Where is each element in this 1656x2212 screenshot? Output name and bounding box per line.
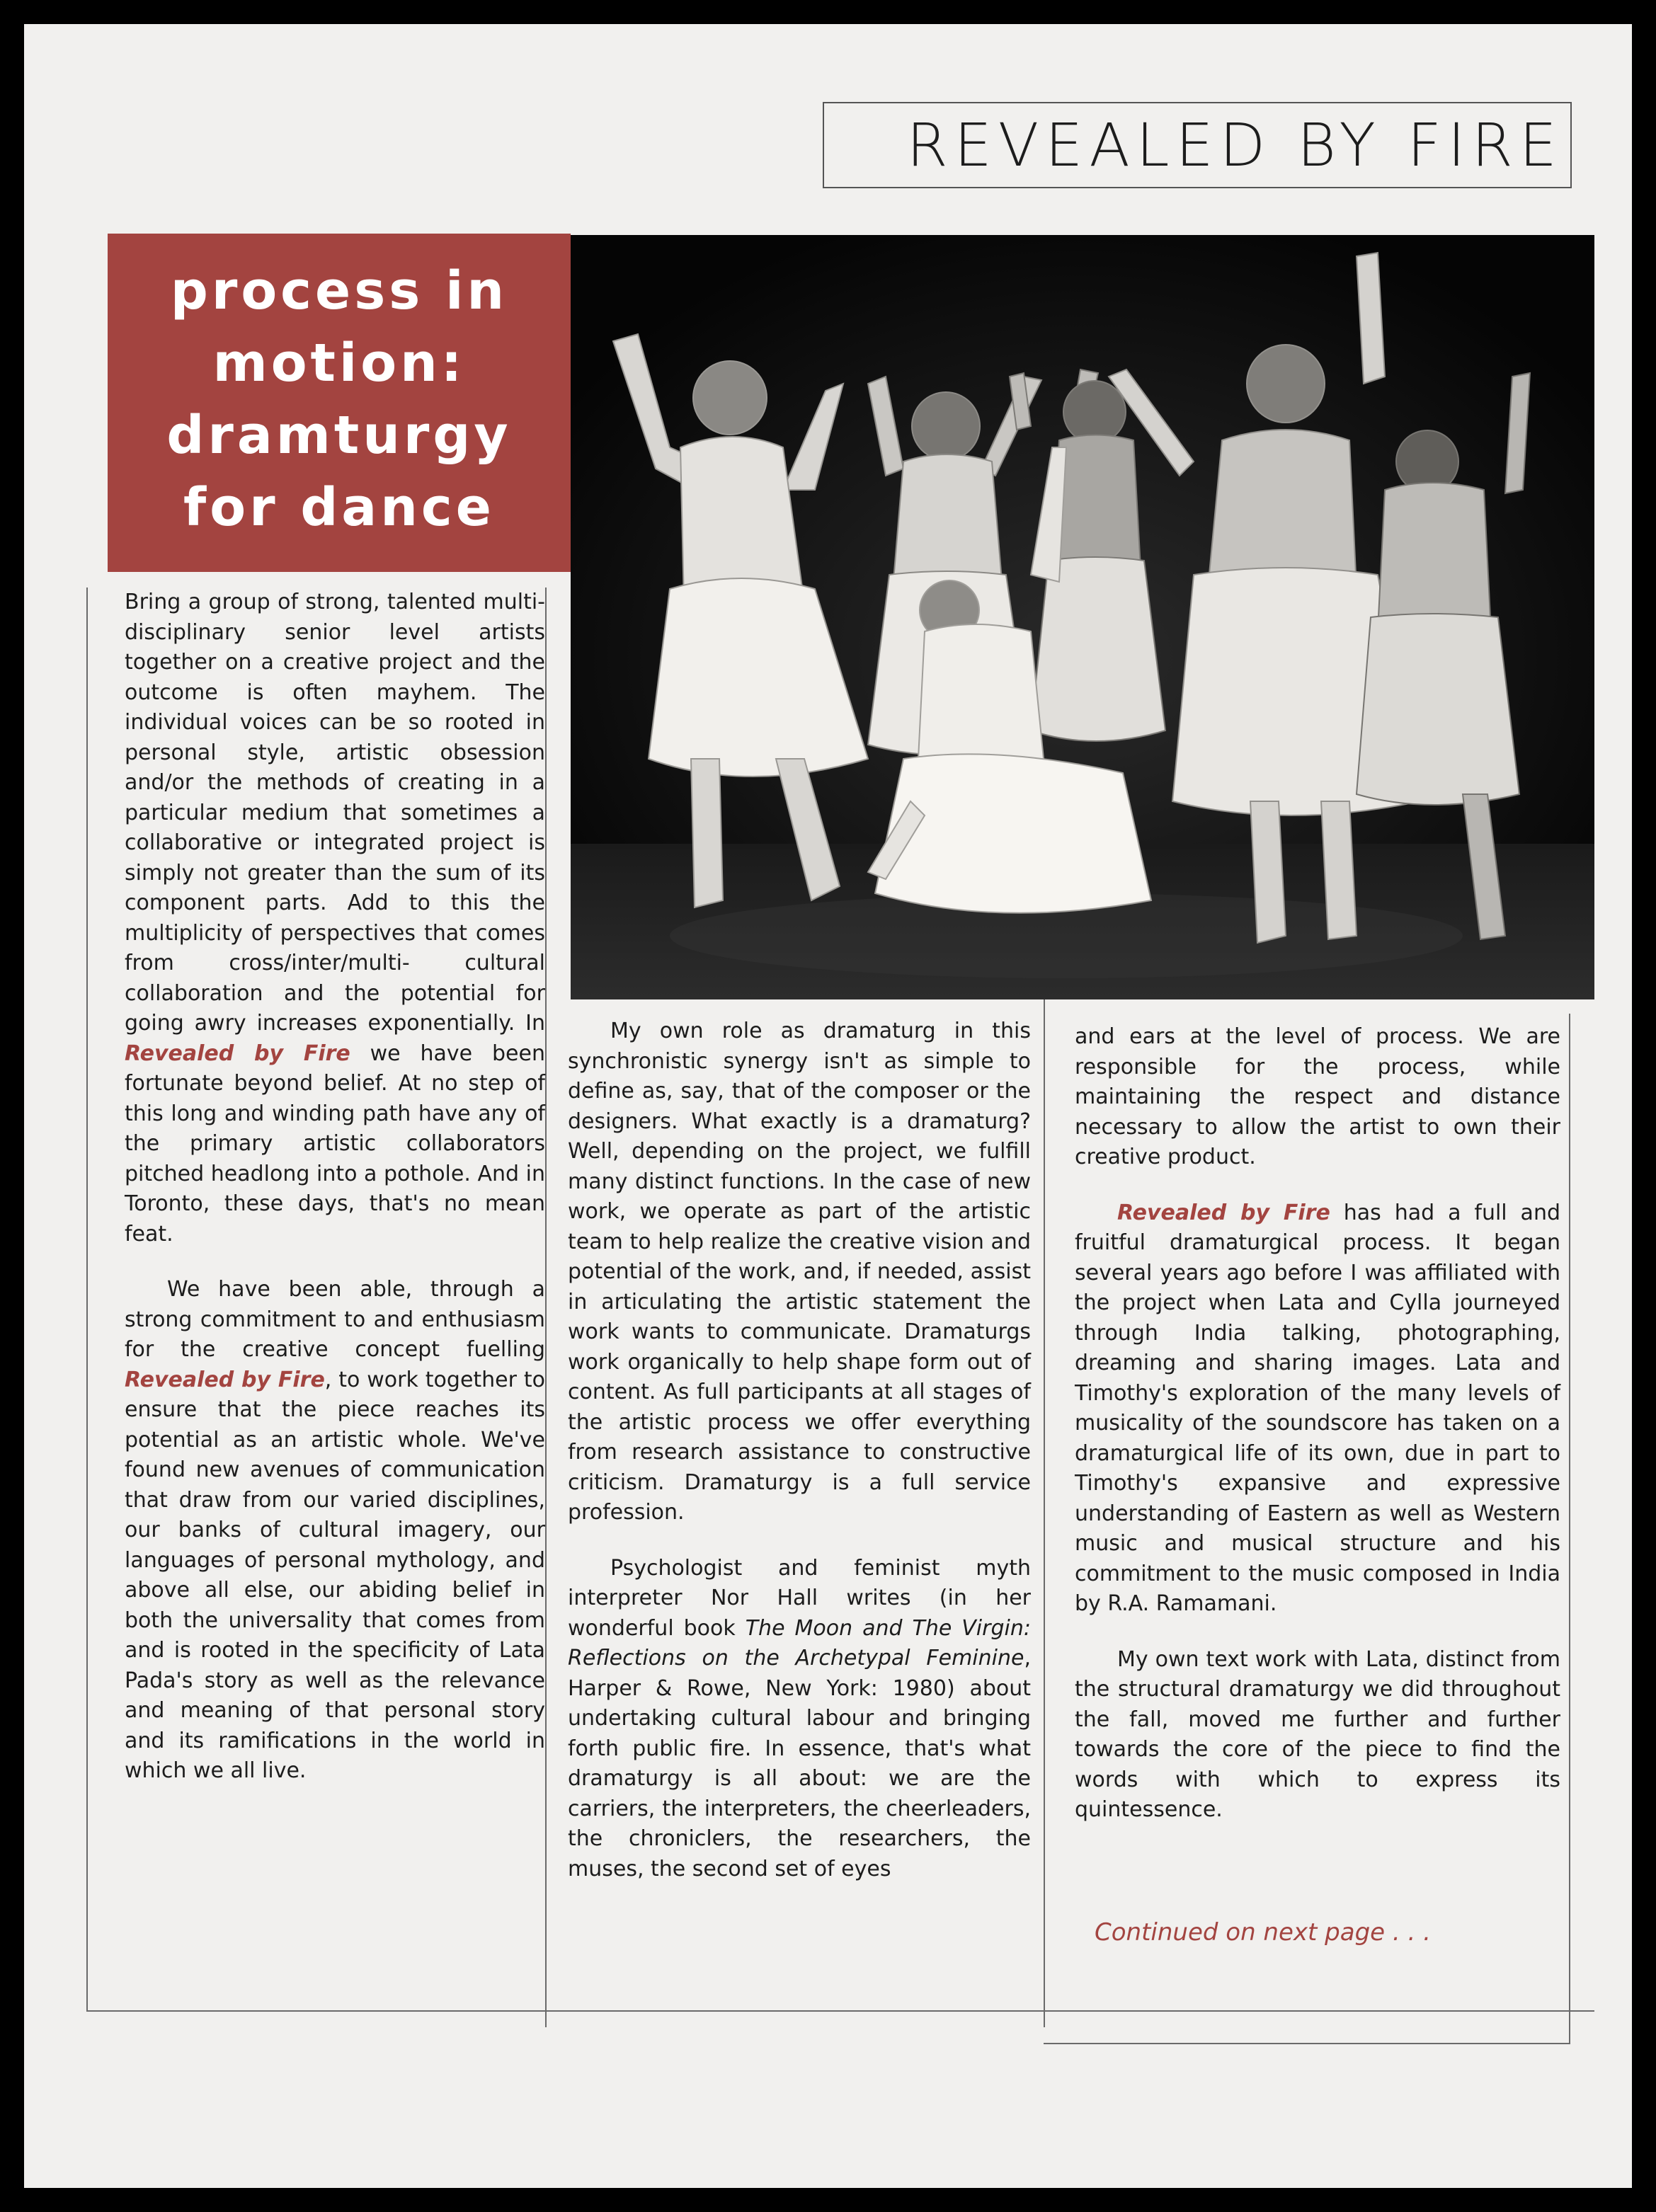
continued-link[interactable]: Continued on next page . . . [1095,1918,1431,1947]
book-title: The Moon and The Virgin: Reflections on the Archetypal Feminine [568,1615,1031,1671]
show-title: Revealed by Fire [1117,1200,1330,1225]
paragraph: My own role as dramaturg in this synchronistic synergy isn't as simple to define as, say, that of the composer or the designers. What exactly is a dramaturg? Well, depending on the project, we fulfill many distinct functions. In the case of new work, we operate as part of the artistic team to help realize the creative vision and potential of the work, and, if needed, assist in articulating the artistic statement the work wants to communicate. Dramaturgs work organically to help shape form out of content. As full participants at all stages of the artistic process we offer everything from research assistance to constructive criticism. Dramaturgy is a full service profession. [568,1019,1031,1525]
headline-line-1: process in [170,260,508,321]
paragraph-text: Bring a group of strong, talented multi-disciplinary senior level artists together on a creative project and the outcome is often mayhem. The individual voices can be so rooted in personal style, artistic obsession and/or the methods of creating in a particular medium that sometimes a collaborative or integrated project is simply not greater than the sum of its component parts. Add to this the multiplicity of perspectives that comes from cross/inter/multi- cultural collaboration and the potential for going awry increases exponentially. In [125,590,545,1036]
running-title: REVEALED BY FIRE [823,102,1572,188]
paragraph: and ears at the level of process. We are responsible for the process, while maintaining the respect and distance necessary to allow the artist to own their creative product. [1075,1024,1560,1169]
paragraph-text: Psychologist and feminist myth interpreter Nor Hall writes (in her wonderful book [568,1555,1031,1641]
paragraph-text: We have been able, through a strong commitment to and enthusiasm for the creative concept fuelling [125,1277,545,1362]
frame-bottom [86,2010,1594,2012]
article-column-2 [568,1016,1031,1884]
headline-box [108,234,571,572]
show-title: Revealed by Fire [125,1367,325,1392]
frame-divider-1 [545,588,547,2027]
frame-divider-2 [1044,999,1045,2027]
headline-line-3: dramturgy [166,405,512,466]
magazine-page [24,24,1632,2188]
headline [108,255,571,544]
paragraph [1075,1198,1560,1620]
frame-left-column-left [86,588,88,2012]
show-title: Revealed by Fire [125,1041,350,1066]
frame-right [1569,1014,1570,2044]
frame-bottom-right [1044,2043,1570,2044]
paragraph [568,1554,1031,1885]
headline-line-4: for dance [183,477,495,538]
paragraph-text: has had a full and fruitful dramaturgical process. It began several years ago before I was affiliated with the project when Lata and Cylla journeyed through India talking, photographing, dreaming and sharing images. Lata and Timothy's exploration of the many levels of musicality of the soundscore has taken on a dramaturgical life of its own, due in part to Timothy's expansive and expressive understanding of Eastern as well as Western music and musical structure and his commitment to the music composed in India by R.A. Ramamani. [1075,1200,1560,1616]
paragraph-text: we have been fortunate beyond belief. At no step of this long and winding path have any of the primary artistic collaborators pitched headlong into a pothole. And in Toronto, these days, that's no mean feat. [125,1041,545,1247]
paragraph [125,1275,545,1787]
paragraph-text: , Harper & Rowe, New York: 1980) about undertaking cultural labour and bringing forth public fire. In essence, that's what dramaturgy is all about: we are the carriers, the interpreters, the cheerleaders, the chroniclers, the researchers, the muses, the second set of eyes [568,1646,1031,1881]
dancers-illustration [571,235,1594,999]
paragraph [125,588,545,1249]
article-column-1 [125,588,545,1787]
headline-line-2: motion: [212,333,466,394]
paragraph-text: , to work together to ensure that the piece reaches its potential as an artistic whole. We've found new avenues of communication that draw from our varied disciplines, our banks of cultural imagery, our languages of personal mythology, and above all else, our abiding belief in both the universality that comes from and is rooted in the specificity of Lata Pada's story as well as the relevance and meaning of that personal story and its ramifications in the world in which we all live. [125,1367,545,1783]
article-column-3 [1075,1022,1560,1826]
paragraph: My own text work with Lata, distinct from the structural dramaturgy we did throughout the fall, moved me further and further towards the core of the piece to find the words with which to express its quintessence. [1075,1646,1560,1822]
dance-performance-photo [571,235,1594,999]
